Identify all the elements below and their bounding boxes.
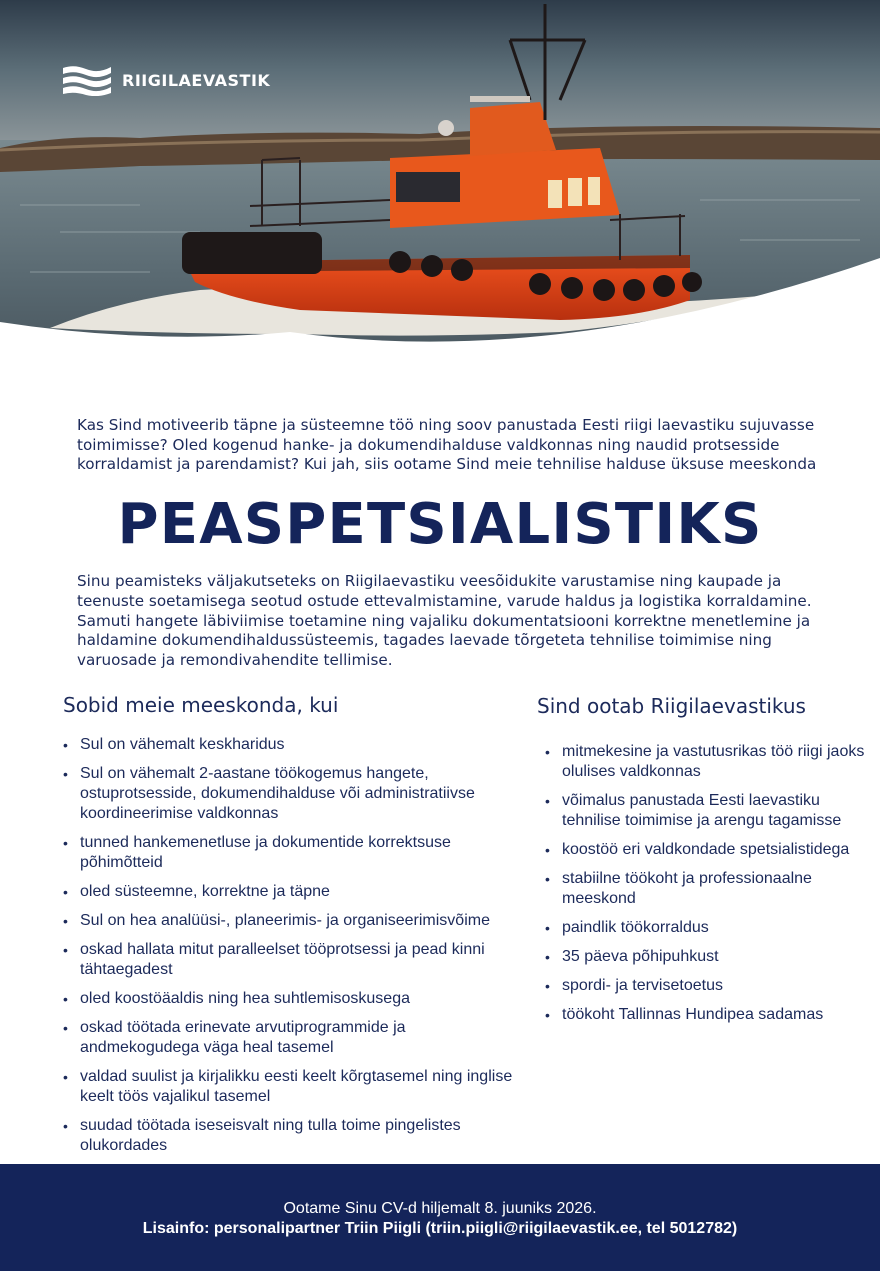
brand-name: RIIGILAEVASTIK	[122, 70, 271, 90]
list-item: • spordi- ja tervisetoetus	[545, 976, 865, 996]
application-deadline: Ootame Sinu CV-d hiljemalt 8. juuniks 2026.	[283, 1200, 597, 1217]
requirements-title: Sobid meie meeskonda, kui	[63, 693, 339, 717]
list-item: • võimalus panustada Eesti laevastiku tehnilise toimimise ja arengu tagamisse	[545, 791, 865, 831]
list-item: • oskad hallata mitut paralleelset tööprotsessi ja pead kinni tähtaegadest	[63, 940, 513, 980]
intro-text: Kas Sind motiveerib täpne ja süsteemne töö ning soov panustada Eesti riigi laevastiku sujuvasse toimimisse? Oled kogenud hanke- ja dokumendihalduse valdkonnas ning naudid protsesside korraldamist ja parendamist? Kui jah, siis ootame Sind meie tehnilise halduse üksuse meeskonda	[77, 416, 817, 474]
list-item: • oled koostöäaldis ning hea suhtlemisoskusega	[63, 989, 513, 1009]
offer-list	[545, 742, 865, 1034]
job-description: Sinu peamisteks väljakutseteks on Riigilaevastiku veesõidukite varustamise ning kaupade ja teenuste soetamisega seotud ostude ettevalmistamine, varude haldus ja logistika korraldamine. Samuti hangete läbiviimise toetamine ning vajaliku dokumentatsiooni korrektne menetlemine ja haldamine dokumendihaldussüsteemis, tagades laevade tõrgeteta tehnilise toimimise ning varuosade ja remondivahendite tellimise.	[77, 572, 812, 670]
brand-logo	[62, 64, 270, 96]
requirements-list	[63, 735, 513, 1165]
list-item: • Sul on vähemalt keskharidus	[63, 735, 513, 755]
logo-waves-icon	[62, 64, 112, 96]
hero-section	[0, 0, 880, 410]
footer-banner	[0, 1164, 880, 1271]
list-item: • 35 päeva põhipuhkust	[545, 947, 865, 967]
list-item: • töökoht Tallinnas Hundipea sadamas	[545, 1005, 865, 1025]
list-item: • tunned hankemenetluse ja dokumentide korrektsuse põhimõtteid	[63, 833, 513, 873]
list-item: • koostöö eri valdkondade spetsialistidega	[545, 840, 865, 860]
list-item: • mitmekesine ja vastutusrikas töö riigi jaoks olulises valdkonnas	[545, 742, 865, 782]
list-item: • stabiilne töökoht ja professionaalne meeskond	[545, 869, 865, 909]
list-item: • Sul on hea analüüsi-, planeerimis- ja organiseerimisvõime	[63, 911, 513, 931]
list-item: • oskad töötada erinevate arvutiprogrammide ja andmekogudega väga heal tasemel	[63, 1018, 513, 1058]
ship-photo	[0, 0, 880, 410]
list-item: • suudad töötada iseseisvalt ning tulla toime pingelistes olukordades	[63, 1116, 513, 1156]
list-item: • oled süsteemne, korrektne ja täpne	[63, 882, 513, 902]
list-item: • Sul on vähemalt 2-aastane töökogemus hangete, ostuprotsesside, dokumendihalduse või administratiivse koordineerimise valdkonnas	[63, 764, 513, 824]
offer-title: Sind ootab Riigilaevastikus	[537, 694, 806, 718]
list-item: • valdad suulist ja kirjalikku eesti keelt kõrgtasemel ning inglise keelt töös vajalikul tasemel	[63, 1067, 513, 1107]
contact-info: Lisainfo: personalipartner Triin Piigli (triin.piigli@riigilaevastik.ee, tel 5012782)	[142, 1220, 738, 1237]
job-title-headline: PEASPETSIALISTIKS	[117, 492, 763, 557]
list-item: • paindlik töökorraldus	[545, 918, 865, 938]
